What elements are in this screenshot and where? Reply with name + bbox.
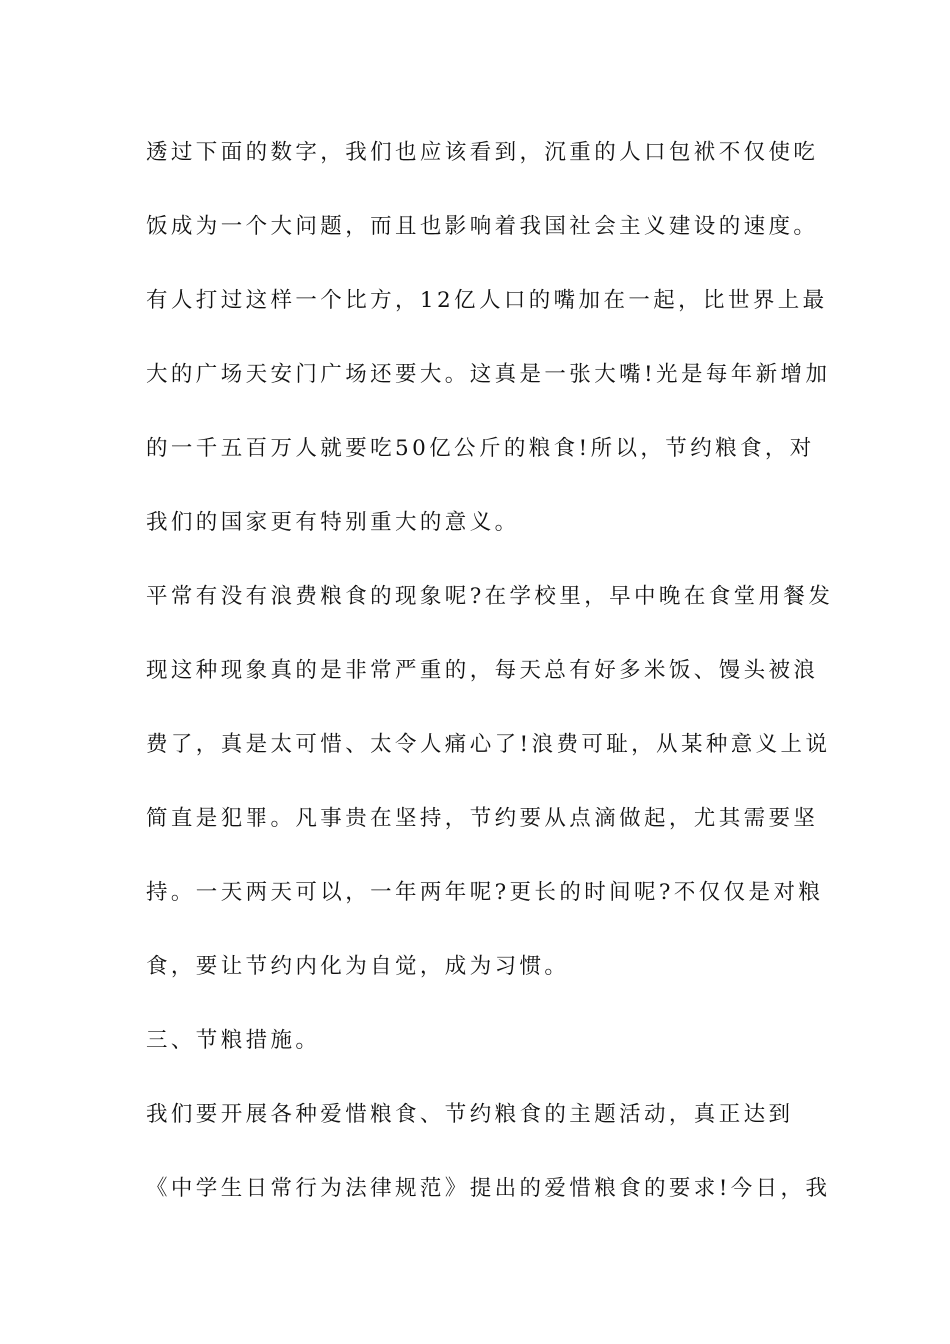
text-line-8: 现这种现象真的是非常严重的，每天总有好多米饭、馒头被浪 [146,658,819,683]
text-line-7: 平常有没有浪费粮食的现象呢?在学校里，早中晚在食堂用餐发 [146,584,834,609]
document-body [146,129,834,1239]
text-line-1: 透过下面的数字，我们也应该看到，沉重的人口包袱不仅使吃 [146,140,819,165]
text-line-14: 我们要开展各种爱惜粮食、节约粮食的主题活动，真正达到 [146,1102,794,1127]
section-heading: 三、节粮措施。 [146,1028,321,1053]
text-line-15: 《中学生日常行为法律规范》提出的爱惜粮食的要求!今日，我 [146,1176,831,1201]
text-line-4: 大的广场天安门广场还要大。这真是一张大嘴!光是每年新增加 [146,362,831,387]
text-line-9: 费了，真是太可惜、太令人痛心了!浪费可耻，从某种意义上说 [146,732,831,757]
text-line-6: 我们的国家更有特别重大的意义。 [146,510,520,535]
text-line-3: 有人打过这样一个比方，12亿人口的嘴加在一起，比世界上最 [146,288,828,313]
text-line-10: 简直是犯罪。凡事贵在坚持，节约要从点滴做起，尤其需要坚 [146,806,819,831]
text-line-5: 的一千五百万人就要吃50亿公斤的粮食!所以，节约粮食，对 [146,436,815,461]
text-line-11: 持。一天两天可以，一年两年呢?更长的时间呢?不仅仅是对粮 [146,880,824,905]
text-line-12: 食，要让节约内化为自觉，成为习惯。 [146,954,570,979]
text-line-2: 饭成为一个大问题，而且也影响着我国社会主义建设的速度。 [146,214,819,239]
